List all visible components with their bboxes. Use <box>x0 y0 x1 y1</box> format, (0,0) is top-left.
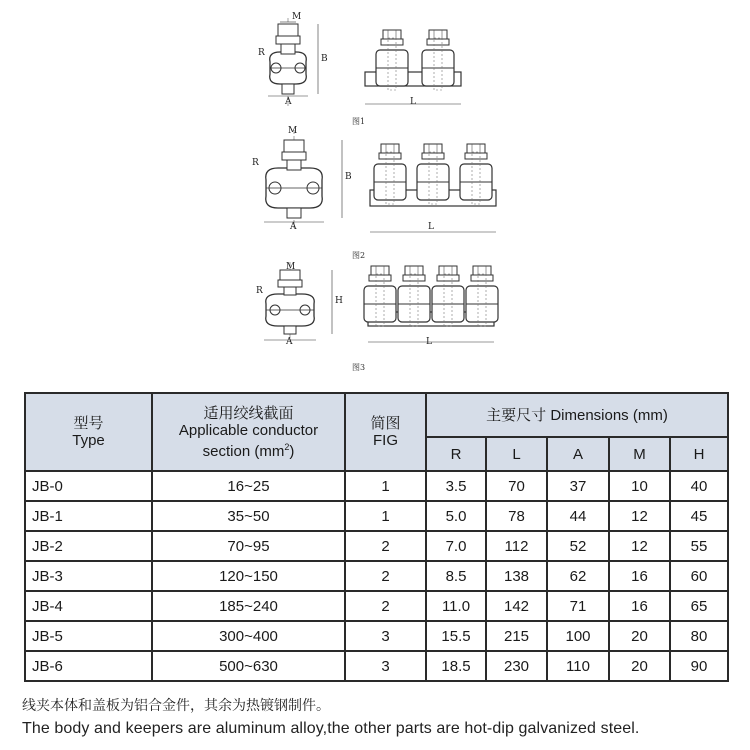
cell-type: JB-0 <box>25 471 152 501</box>
fig2-dim-a: A <box>290 222 297 232</box>
fig1-dim-b: B <box>321 54 328 64</box>
cell-fig: 1 <box>345 471 426 501</box>
cell-a: 52 <box>547 531 609 561</box>
fig3-dim-h: H <box>335 296 343 306</box>
fig3-dim-m: M <box>286 262 296 272</box>
fig2-side-view <box>370 144 496 232</box>
cell-r: 15.5 <box>426 621 486 651</box>
clamp-drawings-svg <box>230 0 510 375</box>
fig1-front-view <box>268 18 318 108</box>
fig3-front-view <box>264 262 332 340</box>
note-english: The body and keepers are aluminum alloy,the other parts are hot-dip galvanized steel. <box>22 720 640 737</box>
cell-r: 8.5 <box>426 561 486 591</box>
cell-type: JB-2 <box>25 531 152 561</box>
fig3-side-view <box>364 266 498 342</box>
cell-a: 71 <box>547 591 609 621</box>
fig1-side-view <box>365 30 461 104</box>
cell-l: 215 <box>486 621 547 651</box>
specification-table <box>24 392 729 682</box>
fig2-dim-b: B <box>345 172 352 182</box>
fig2-caption: 图2 <box>352 251 366 260</box>
cell-l: 230 <box>486 651 547 681</box>
cell-section: 35~50 <box>152 501 345 531</box>
table-row <box>25 561 728 591</box>
header-fig <box>345 393 426 471</box>
header-section <box>152 393 345 471</box>
header-section-sup: 2 <box>284 441 290 452</box>
cell-r: 3.5 <box>426 471 486 501</box>
cell-fig: 2 <box>345 591 426 621</box>
note-chinese: 线夹本体和盖板为铝合金件，其余为热镀钢制件。 <box>22 698 330 714</box>
cell-m: 16 <box>609 591 670 621</box>
cell-r: 5.0 <box>426 501 486 531</box>
header-dim-m: M <box>609 437 670 471</box>
table-row <box>25 591 728 621</box>
fig2-dim-r: R <box>252 158 259 168</box>
cell-type: JB-3 <box>25 561 152 591</box>
cell-section: 185~240 <box>152 591 345 621</box>
table-row <box>25 651 728 681</box>
cell-fig: 2 <box>345 531 426 561</box>
cell-m: 20 <box>609 621 670 651</box>
cell-m: 20 <box>609 651 670 681</box>
header-fig-en: FIG <box>373 432 398 449</box>
cell-h: 60 <box>670 561 728 591</box>
cell-r: 11.0 <box>426 591 486 621</box>
cell-section: 70~95 <box>152 531 345 561</box>
cell-fig: 1 <box>345 501 426 531</box>
cell-l: 142 <box>486 591 547 621</box>
fig3-dim-l: L <box>426 337 432 347</box>
cell-l: 112 <box>486 531 547 561</box>
fig1-dim-r: R <box>258 48 265 58</box>
cell-r: 18.5 <box>426 651 486 681</box>
cell-type: JB-1 <box>25 501 152 531</box>
technical-drawings <box>230 0 510 375</box>
header-section-en-1: Applicable conductor <box>178 421 319 439</box>
header-section-en-2 <box>153 439 344 460</box>
fig1-caption: 图1 <box>352 117 366 126</box>
fig2-front-view <box>264 130 342 228</box>
cell-h: 45 <box>670 501 728 531</box>
cell-h: 90 <box>670 651 728 681</box>
header-type <box>25 393 152 471</box>
cell-h: 65 <box>670 591 728 621</box>
cell-l: 78 <box>486 501 547 531</box>
cell-section: 500~630 <box>152 651 345 681</box>
cell-a: 37 <box>547 471 609 501</box>
cell-fig: 3 <box>345 651 426 681</box>
table-row <box>25 531 728 561</box>
fig2-dim-l: L <box>428 222 434 232</box>
fig3-caption: 图3 <box>352 363 366 372</box>
fig1-dim-l: L <box>410 97 416 107</box>
fig1-dim-a: A <box>285 97 292 107</box>
cell-h: 55 <box>670 531 728 561</box>
cell-a: 110 <box>547 651 609 681</box>
header-fig-zh: 简图 <box>370 414 401 432</box>
header-section-close: ) <box>289 442 295 460</box>
table-row <box>25 621 728 651</box>
cell-l: 70 <box>486 471 547 501</box>
header-dim-a: A <box>547 437 609 471</box>
cell-type: JB-6 <box>25 651 152 681</box>
header-dim-r: R <box>426 437 486 471</box>
header-section-unit: section (mm <box>202 442 285 460</box>
fig2-dim-m: M <box>288 126 298 136</box>
cell-h: 40 <box>670 471 728 501</box>
cell-a: 100 <box>547 621 609 651</box>
cell-a: 44 <box>547 501 609 531</box>
header-dimensions: 主要尺寸 Dimensions (mm) <box>426 393 728 437</box>
cell-a: 62 <box>547 561 609 591</box>
cell-type: JB-5 <box>25 621 152 651</box>
cell-h: 80 <box>670 621 728 651</box>
cell-section: 16~25 <box>152 471 345 501</box>
fig1-dim-m: M <box>292 12 302 22</box>
header-type-zh: 型号 <box>73 414 104 432</box>
fig3-dim-a: A <box>286 337 293 347</box>
cell-type: JB-4 <box>25 591 152 621</box>
cell-section: 300~400 <box>152 621 345 651</box>
cell-m: 12 <box>609 501 670 531</box>
cell-l: 138 <box>486 561 547 591</box>
cell-fig: 3 <box>345 621 426 651</box>
cell-m: 10 <box>609 471 670 501</box>
cell-m: 16 <box>609 561 670 591</box>
fig3-dim-r: R <box>256 286 263 296</box>
header-dim-h: H <box>670 437 728 471</box>
header-type-en: Type <box>72 432 105 449</box>
header-section-zh: 适用绞线截面 <box>203 403 294 422</box>
cell-m: 12 <box>609 531 670 561</box>
cell-fig: 2 <box>345 561 426 591</box>
header-dim-l: L <box>486 437 547 471</box>
cell-section: 120~150 <box>152 561 345 591</box>
table-row <box>25 501 728 531</box>
cell-r: 7.0 <box>426 531 486 561</box>
table-row <box>25 471 728 501</box>
